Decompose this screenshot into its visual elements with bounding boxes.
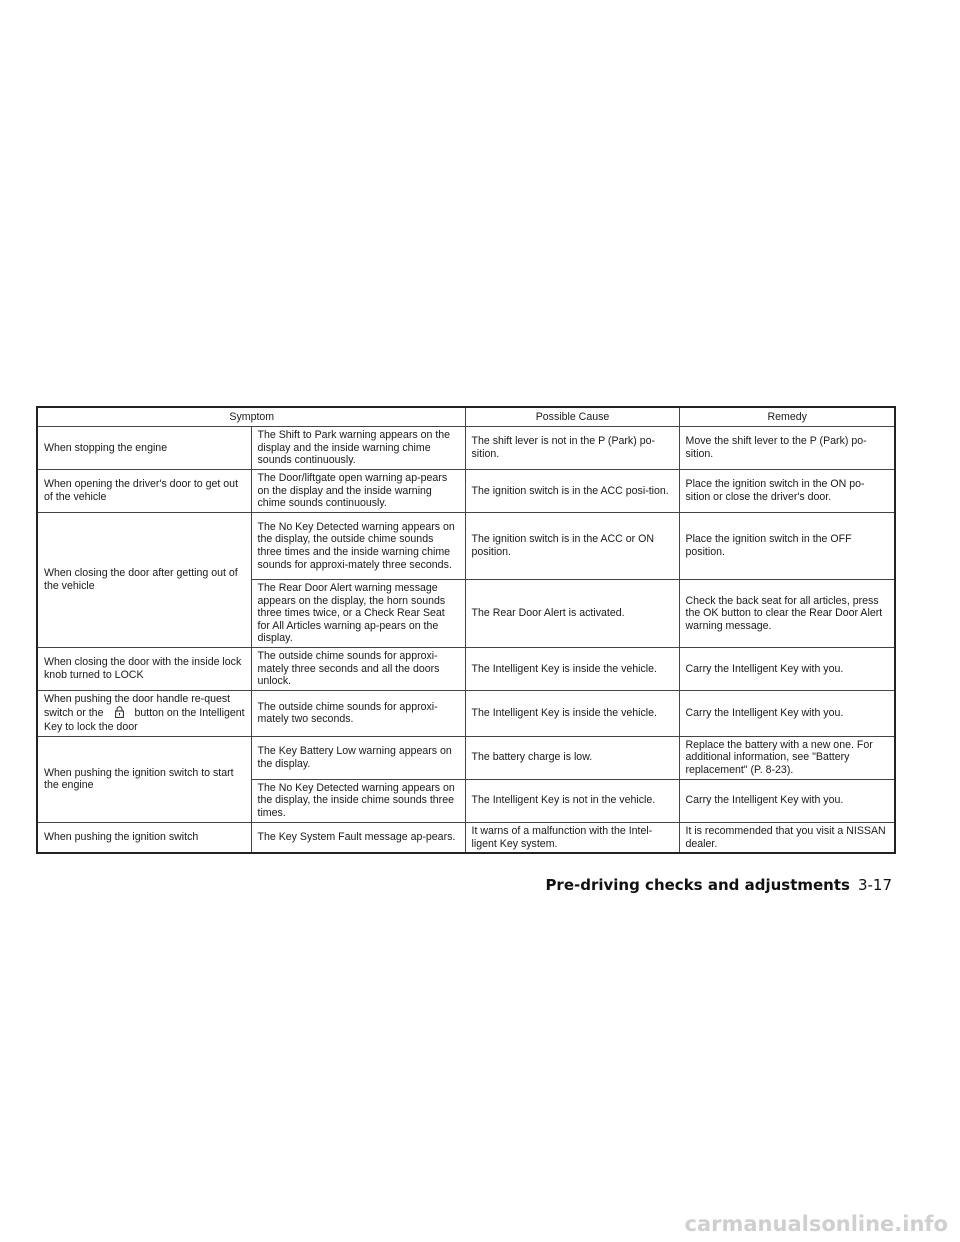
table-row [37,470,895,513]
cause-cell: It warns of a malfunction with the Intel-ligent Key system. [465,822,679,853]
remedy-cell: Check the back seat for all articles, press the OK button to clear the Rear Door Alert warning message. [679,580,895,648]
warning-cell: The No Key Detected warning appears on the display, the outside chime sounds three times and the inside warning chime sounds for approxi-mately three seconds. [251,513,465,580]
remedy-cell: Place the ignition switch in the OFF position. [679,513,895,580]
cause-cell: The Intelligent Key is inside the vehicle. [465,690,679,736]
warning-cell: The No Key Detected warning appears on the display, the inside chime sounds three times. [251,779,465,822]
warning-cell: The outside chime sounds for approxi-mately two seconds. [251,690,465,736]
remedy-cell: Move the shift lever to the P (Park) po-sition. [679,427,895,470]
remedy-cell: Carry the Intelligent Key with you. [679,690,895,736]
symptom-cell: When stopping the engine [37,427,251,470]
warning-cell: The Rear Door Alert warning message appears on the display, the horn sounds three times twice, or a Check Rear Seat for All Articles warning ap-pears on the display. [251,580,465,648]
table-row [37,822,895,853]
section-title: Pre-driving checks and adjustments [545,876,850,894]
symptom-cell: When opening the driver's door to get out of the vehicle [37,470,251,513]
remedy-cell: Replace the battery with a new one. For additional information, see "Battery replacement" (P. 8-23). [679,736,895,779]
remedy-cell: Carry the Intelligent Key with you. [679,779,895,822]
header-remedy: Remedy [679,407,895,427]
warning-cell: The outside chime sounds for approxi-mately three seconds and all the doors unlock. [251,647,465,690]
cause-cell: The Rear Door Alert is activated. [465,580,679,648]
table-row [37,513,895,580]
remedy-cell: It is recommended that you visit a NISSAN dealer. [679,822,895,853]
watermark: carmanualsonline.info [684,1212,948,1236]
table-row [37,427,895,470]
header-symptom: Symptom [37,407,465,427]
table-row [37,736,895,779]
symptom-text-after: button on the Intelligent Key to lock the door [44,706,245,734]
table-row [37,690,895,736]
symptom-cell: When closing the door after getting out of the vehicle [37,513,251,648]
header-possible-cause: Possible Cause [465,407,679,427]
cause-cell: The Intelligent Key is not in the vehicle. [465,779,679,822]
lock-icon [115,706,124,722]
warning-cell: The Door/liftgate open warning ap-pears on the display and the inside warning chime sounds continuously. [251,470,465,513]
warning-cell: The Key System Fault message ap-pears. [251,822,465,853]
warning-cell: The Key Battery Low warning appears on the display. [251,736,465,779]
warning-cell: The Shift to Park warning appears on the display and the inside warning chime sounds continuously. [251,427,465,470]
cause-cell: The battery charge is low. [465,736,679,779]
remedy-cell: Place the ignition switch in the ON po-sition or close the driver's door. [679,470,895,513]
page-footer [545,876,892,894]
cause-cell: The ignition switch is in the ACC posi-tion. [465,470,679,513]
cause-cell: The ignition switch is in the ACC or ON position. [465,513,679,580]
troubleshooting-table [36,406,896,854]
remedy-cell: Carry the Intelligent Key with you. [679,647,895,690]
symptom-cell [37,690,251,736]
symptom-cell: When pushing the ignition switch to start the engine [37,736,251,822]
symptom-cell: When closing the door with the inside lock knob turned to LOCK [37,647,251,690]
table-header-row [37,407,895,427]
page-number: 3-17 [857,876,892,894]
symptom-cell: When pushing the ignition switch [37,822,251,853]
cause-cell: The Intelligent Key is inside the vehicle. [465,647,679,690]
table-row [37,647,895,690]
symptom-text-before: When pushing the door handle re-quest switch or the [44,692,231,719]
cause-cell: The shift lever is not in the P (Park) po-sition. [465,427,679,470]
